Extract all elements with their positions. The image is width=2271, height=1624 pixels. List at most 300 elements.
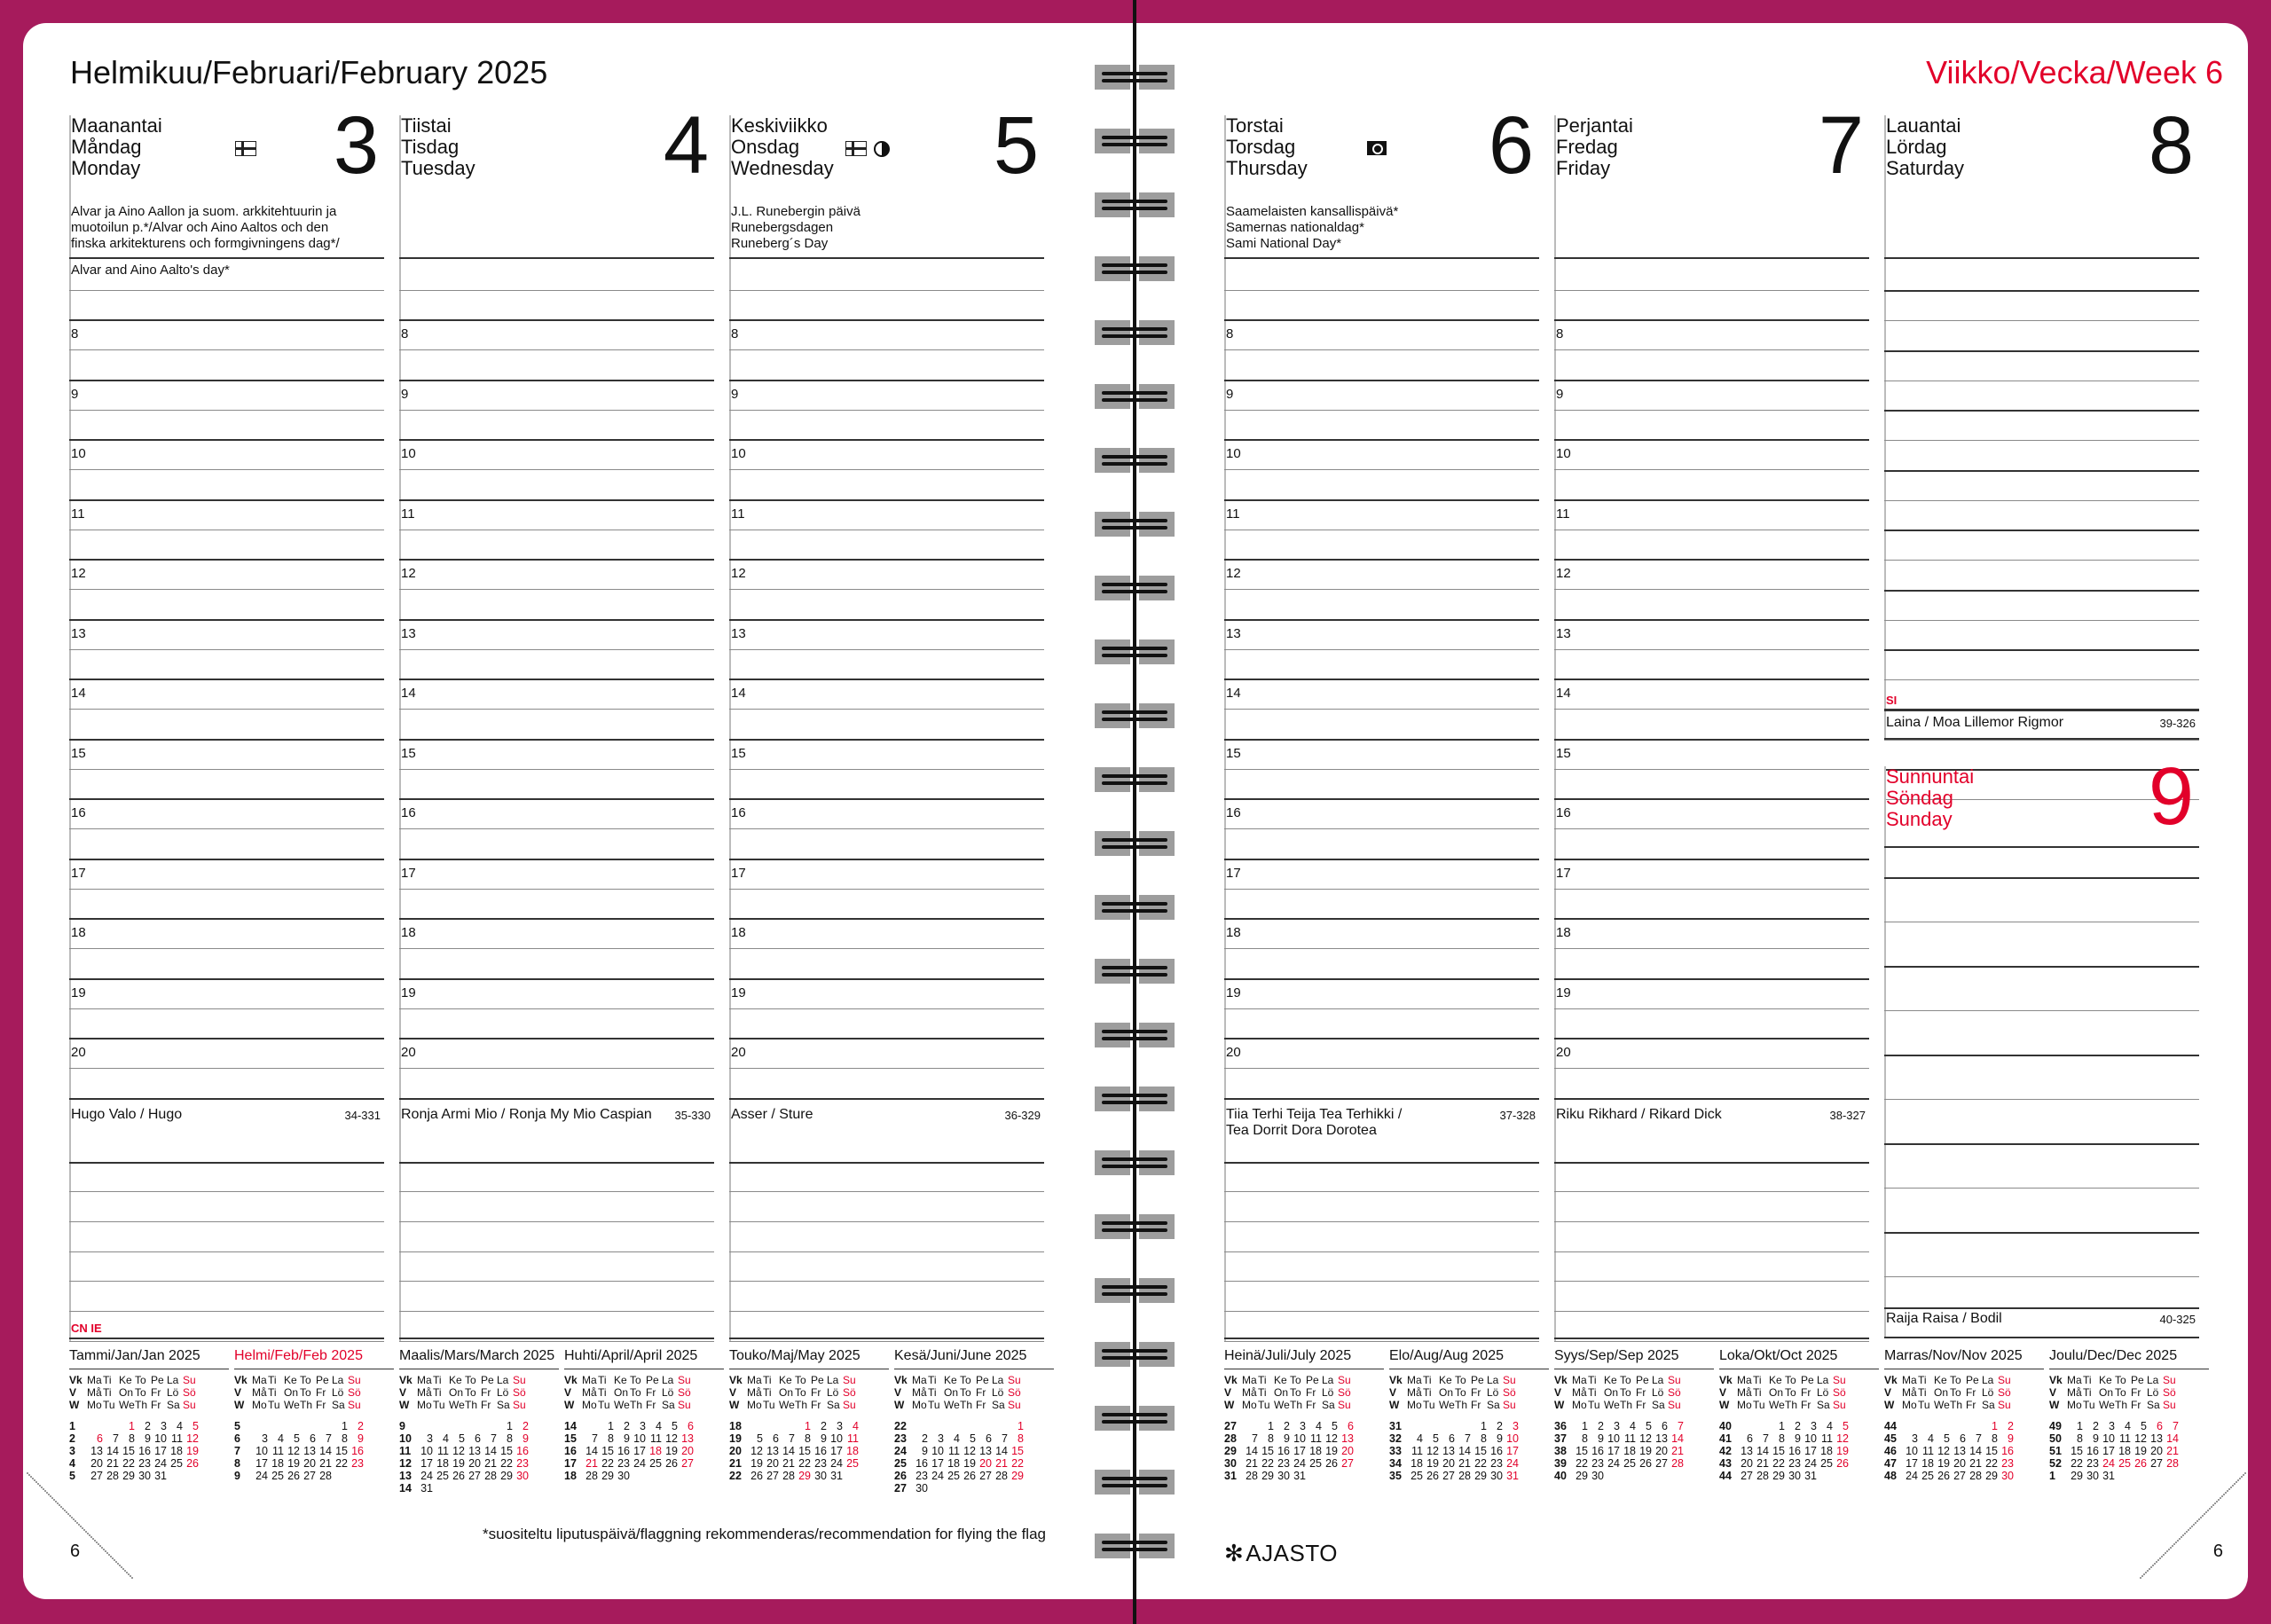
weekday-header: Fr [481,1386,491,1399]
half-hour-line [1554,948,1869,949]
day-names: Lauantai Lördag Saturday [1886,114,1965,179]
weekday-header: To [300,1374,311,1386]
weekday-header: To [795,1386,806,1399]
hour-label: 12 [731,566,746,581]
hour-line [399,439,714,441]
calendar-day: 20 [90,1457,103,1470]
calendar-day: 7 [1976,1432,1982,1445]
calendar-day: 21 [484,1457,497,1470]
calendar-day: 18 [271,1457,284,1470]
weekday-header: Sa [662,1399,675,1411]
calendar-day: 17 [1804,1445,1817,1457]
calendar-day: 21 [2166,1445,2179,1457]
calendar-day: 1 [2077,1420,2083,1432]
hour-label: 18 [731,925,746,940]
hour-line [1554,739,1869,741]
hour-label: 8 [1226,326,1234,341]
calendar-day: 3 [2109,1420,2115,1432]
mini-calendar-title: Helmi/Feb/Feb 2025 [234,1348,394,1369]
calendar-day: 9 [2008,1432,2014,1445]
calendar-day: 18 [1411,1457,1423,1470]
hour-line [1224,319,1539,321]
weekday-header: Fr [811,1386,821,1399]
week-number: 33 [1389,1445,1402,1457]
calendar-day: 21 [1969,1457,1982,1470]
weekday-header: On [614,1386,629,1399]
hour-line [399,257,714,259]
calendar-day: 10 [931,1445,944,1457]
half-hour-line [1224,1281,1539,1282]
day-counter: 40-325 [2159,1313,2196,1326]
calendar-day: 9 [1284,1432,1290,1445]
weekday-header: Tu [103,1399,115,1411]
hour-line [399,319,714,321]
weekday-header: Ti [1588,1374,1597,1386]
calendar-day: 4 [954,1432,960,1445]
calendar-day: 5 [2141,1420,2147,1432]
calendar-day: 2 [1598,1420,1604,1432]
hour-label: 19 [71,985,86,1000]
calendar-day: 18 [1309,1445,1322,1457]
calendar-day: 9 [523,1432,529,1445]
weekday-header: Pe [646,1374,659,1386]
day-counter: 38-327 [1829,1108,1866,1122]
weekday-header: La [1652,1374,1664,1386]
week-number: 18 [729,1420,742,1432]
calendar-day: 2 [1795,1420,1801,1432]
calendar-day: 16 [915,1457,928,1470]
half-hour-line [729,1008,1044,1009]
half-hour-line [1554,589,1869,590]
weekday-header: Vk [1554,1374,1568,1386]
spiral-ring [1093,1148,1176,1178]
week-number: 15 [564,1432,577,1445]
mini-calendar [1719,1348,1879,1482]
hour-line [729,257,1044,259]
calendar-day: 7 [1252,1432,1258,1445]
weekday-header: On [2099,1386,2114,1399]
day-divider-line [399,115,401,1341]
calendar-day: 22 [798,1457,811,1470]
calendar-day: 28 [1756,1470,1769,1482]
hour-line [69,1038,384,1040]
week-number: 35 [1389,1470,1402,1482]
calendar-day: 14 [782,1445,795,1457]
calendar-day: 18 [170,1445,183,1457]
half-hour-line [69,948,384,949]
hour-label: 9 [731,386,739,402]
day-monday [69,100,384,1338]
weekday-header: V [69,1386,77,1399]
calendar-day: 14 [585,1445,598,1457]
day-number: 7 [1818,100,1864,191]
hour-label: 15 [731,745,746,761]
hour-line [399,739,714,741]
weekday-header: Mo [1737,1399,1752,1411]
calendar-day: 26 [963,1470,976,1482]
weekday-header: Må [1737,1386,1752,1399]
weekday-header: We [944,1399,960,1411]
calendar-day: 25 [649,1457,662,1470]
calendar-day: 19 [1836,1445,1849,1457]
hour-line [1224,619,1539,621]
calendar-day: 12 [1937,1445,1950,1457]
weekday-header: Lö [332,1386,344,1399]
weekday-header: Fr [976,1399,986,1411]
week-number: 27 [894,1482,907,1495]
calendar-day: 15 [1261,1445,1274,1457]
calendar-day: 5 [672,1420,678,1432]
calendar-day: 19 [1639,1445,1652,1457]
half-hour-line [69,410,384,411]
half-hour-line [69,1191,384,1192]
half-hour-line [69,1008,384,1009]
namedays-text: Tiia Terhi Teija Tea Terhikki / [1226,1106,1403,1122]
day-number: 9 [2148,751,2194,842]
weekday-header: Vk [894,1374,908,1386]
calendar-day: 9 [922,1445,928,1457]
hour-label: 10 [731,446,746,461]
half-hour-line [399,410,714,411]
calendar-day: 8 [342,1432,348,1445]
calendar-day [630,1470,646,1482]
weekday-header: On [1769,1386,1784,1399]
calendar-day [747,1420,763,1432]
weekday-header: Pe [151,1374,164,1386]
calendar-day [2147,1470,2163,1482]
calendar-day: 5 [757,1432,763,1445]
calendar-day: 29 [798,1470,811,1482]
weekday-header: Sö [1998,1386,2011,1399]
mini-calendar [1884,1348,2044,1482]
mini-calendar [399,1348,559,1495]
weekday-header: Th [1290,1399,1303,1411]
weekday-header: On [284,1386,299,1399]
day-names: Torstai Torsdag Thursday [1226,114,1308,179]
weekday-header: Fr [1966,1386,1976,1399]
week-number: 23 [894,1432,907,1445]
calendar-day: 13 [303,1445,316,1457]
mini-calendar-title: Maalis/Mars/March 2025 [399,1348,559,1369]
half-hour-line [399,1281,714,1282]
calendar-day: 15 [798,1445,811,1457]
weekday-header: Th [300,1399,313,1411]
calendar-day: 26 [186,1457,199,1470]
hour-line [1554,439,1869,441]
half-hour-line [729,1341,1044,1342]
mini-calendar [894,1348,1054,1495]
hour-label: 8 [401,326,409,341]
calendar-day: 18 [649,1445,662,1457]
spiral-ring [1093,1467,1176,1497]
calendar-day: 14 [1246,1445,1258,1457]
calendar-day: 12 [750,1445,763,1457]
day-names: Maanantai Måndag Monday [71,114,162,179]
spiral-ring [1093,1212,1176,1242]
weekday-header: Vk [1389,1374,1403,1386]
week-number: 37 [1554,1432,1567,1445]
half-hour-line [69,290,384,291]
half-hour-line [1554,290,1869,291]
hour-label: 17 [401,865,416,881]
calendar-day [1636,1470,1652,1482]
calendar-day: 14 [2166,1432,2179,1445]
half-hour-line [1884,1010,2199,1011]
hour-label: 16 [731,805,746,820]
weekday-header: Su [1668,1399,1681,1411]
calendar-day: 1 [1268,1420,1274,1432]
calendar-day: 15 [122,1445,135,1457]
weekday-header: To [1950,1386,1961,1399]
hour-label: 12 [1556,566,1571,581]
calendar-day: 8 [1779,1432,1785,1445]
weekday-header: Må [417,1386,432,1399]
weekday-header: On [1274,1386,1289,1399]
calendar-day: 5 [1433,1432,1439,1445]
weekday-header: Vk [69,1374,83,1386]
calendar-day: 13 [1442,1445,1455,1457]
half-hour-line [1884,500,2199,501]
week-number: 49 [2049,1420,2062,1432]
weekday-header: Su [678,1399,691,1411]
hour-label: 14 [731,686,746,701]
calendar-day [976,1482,992,1495]
calendar-day: 26 [1836,1457,1849,1470]
half-hour-line [729,1191,1044,1192]
week-number: 7 [234,1445,240,1457]
calendar-day: 17 [830,1445,843,1457]
hour-label: 11 [1556,506,1570,522]
weekday-header: Tu [928,1399,940,1411]
week-number: 51 [2049,1445,2062,1457]
calendar-day: 11 [1821,1432,1833,1445]
weekday-header: To [1290,1386,1301,1399]
week-number: 22 [729,1470,742,1482]
weekday-header: Sa [167,1399,180,1411]
calendar-day [992,1420,1008,1432]
calendar-day [928,1420,944,1432]
finnish-flag-icon [845,141,867,156]
weekday-header: To [1785,1386,1796,1399]
calendar-day: 5 [1646,1420,1652,1432]
weekday-header: Ti [433,1386,442,1399]
hour-label: 8 [71,326,79,341]
calendar-day: 8 [507,1432,513,1445]
week-number: 45 [1884,1432,1897,1445]
half-hour-line [399,828,714,829]
calendar-day: 9 [821,1432,827,1445]
spiral-ring [1093,892,1176,922]
half-hour-line [1224,349,1539,350]
weekday-header: Th [465,1399,478,1411]
weekday-header: V [564,1386,572,1399]
calendar-day: 6 [986,1432,992,1445]
weekday-header: Må [582,1386,597,1399]
calendar-day: 14 [319,1445,332,1457]
weekday-header: Sö [183,1386,196,1399]
day-number: 4 [663,100,709,191]
calendar-day: 13 [979,1445,992,1457]
calendar-day: 16 [1277,1445,1290,1457]
hour-label: 16 [1226,805,1241,820]
calendar-day: 6 [1747,1432,1753,1445]
calendar-day [316,1420,332,1432]
weekday-header: Må [1902,1386,1917,1399]
calendar-day: 3 [1614,1420,1620,1432]
weekday-header: Ke [944,1374,957,1386]
weekday-header: Tu [268,1399,280,1411]
calendar-day: 19 [452,1457,465,1470]
half-hour-line [1224,889,1539,890]
hour-label: 10 [71,446,86,461]
hour-line [729,918,1044,920]
weekday-header: Ti [268,1386,277,1399]
weekday-header: To [2115,1374,2126,1386]
hour-line [399,380,714,381]
week-number: 43 [1719,1457,1732,1470]
hour-label: 15 [401,745,416,761]
calendar-day: 29 [1576,1470,1588,1482]
hour-line [1554,1338,1869,1339]
calendar-day [433,1420,449,1432]
hour-label: 8 [731,326,739,341]
hour-line [729,1038,1044,1040]
calendar-day: 19 [963,1457,976,1470]
day-counter: 37-328 [1499,1108,1536,1122]
day-divider-line [1224,115,1226,1341]
weekday-header: Ma [1737,1374,1752,1386]
calendar-day: 12 [1836,1432,1849,1445]
half-hour-line [69,1251,384,1252]
weekday-header: Ti [928,1374,937,1386]
calendar-day: 17 [154,1445,167,1457]
mini-calendar [234,1348,394,1482]
calendar-day: 10 [255,1445,268,1457]
day-note: Alvar ja Aino Aallon ja suom. arkkitehtuurin ja muotoilun p.*/Alvar och Aino Aaltos och den finska arkitekturens och formgivningens dag*/ [71,204,340,251]
weekday-header: To [465,1386,476,1399]
week-number: 24 [894,1445,907,1457]
calendar-day: 21 [995,1457,1008,1470]
weekday-header: Su [183,1399,196,1411]
calendar-day: 24 [1293,1457,1306,1470]
calendar-day: 29 [1772,1470,1785,1482]
weekday-header: Mo [747,1399,762,1411]
half-hour-line [1224,469,1539,470]
calendar-day: 16 [1490,1445,1503,1457]
half-hour-line [1554,1251,1869,1252]
weekday-header: Th [1950,1399,1963,1411]
weekday-header: Su [1998,1374,2011,1386]
spiral-ring [1093,765,1176,795]
weekday-header: Pe [1636,1374,1649,1386]
weekday-header: V [399,1386,407,1399]
binding-spine [1133,0,1136,1624]
week-number: 8 [234,1457,240,1470]
hour-line [399,619,714,621]
weekday-header: Su [348,1399,361,1411]
calendar-day: 17 [255,1457,268,1470]
weekday-header: On [449,1386,464,1399]
hour-line [69,679,384,680]
hour-line [1884,1337,2199,1338]
hour-line [1554,319,1869,321]
calendar-day: 25 [271,1470,284,1482]
weekday-header: Su [1008,1374,1021,1386]
weekday-header: Ke [1769,1374,1782,1386]
calendar-day: 6 [97,1432,103,1445]
weekday-header: Må [1242,1386,1257,1399]
calendar-day: 17 [1906,1457,1918,1470]
hour-line [1884,1307,2199,1309]
weekday-header: Må [87,1386,102,1399]
weekday-header: To [1455,1386,1466,1399]
calendar-day: 11 [171,1432,183,1445]
calendar-day: 20 [766,1457,779,1470]
calendar-day: 28 [1458,1470,1471,1482]
weekday-header: Th [1620,1399,1633,1411]
calendar-day: 4 [278,1432,284,1445]
half-hour-line [1224,1251,1539,1252]
calendar-day: 12 [186,1432,199,1445]
week-number: 5 [69,1470,75,1482]
weekday-header: V [894,1386,902,1399]
spiral-ring [1093,318,1176,348]
weekday-header: W [1884,1399,1895,1411]
hour-label: 14 [1226,686,1241,701]
half-hour-line [1554,1008,1869,1009]
calendar-day: 22 [122,1457,135,1470]
calendar-day: 8 [129,1432,135,1445]
half-hour-line [1554,469,1869,470]
hour-line [729,679,1044,680]
calendar-day: 8 [1582,1432,1588,1445]
calendar-day [1652,1470,1668,1482]
calendar-day: 28 [1246,1470,1258,1482]
calendar-day: 28 [2166,1457,2179,1470]
hour-label: 19 [1556,985,1571,1000]
weekday-header: Ke [1934,1374,1947,1386]
calendar-day: 7 [592,1432,598,1445]
calendar-day: 15 [601,1445,614,1457]
half-hour-line [1224,649,1539,650]
calendar-day: 11 [272,1445,284,1457]
hour-line [729,1098,1044,1100]
calendar-day: 14 [995,1445,1008,1457]
calendar-day: 24 [633,1457,646,1470]
hour-line [1884,649,2199,651]
spiral-ring [1093,1084,1176,1114]
hour-line [1554,619,1869,621]
weekday-header: Sö [1008,1386,1021,1399]
calendar-day: 21 [782,1457,795,1470]
calendar-day: 18 [846,1445,859,1457]
weekday-header: Sa [992,1399,1005,1411]
calendar-day: 10 [1804,1432,1817,1445]
half-hour-line [399,290,714,291]
calendar-day [1620,1470,1636,1482]
weekday-header: Mo [1902,1399,1917,1411]
weekday-header: Sö [1503,1386,1516,1399]
weekday-header: Th [1785,1399,1798,1411]
weekday-header: Mo [582,1399,597,1411]
day-counter: 39-326 [2159,717,2196,730]
weekday-header: Su [1008,1399,1021,1411]
calendar-day: 26 [287,1470,300,1482]
calendar-day: 4 [853,1420,859,1432]
hour-label: 20 [731,1045,746,1060]
calendar-day: 24 [2102,1457,2115,1470]
weekday-header: Pe [811,1374,824,1386]
